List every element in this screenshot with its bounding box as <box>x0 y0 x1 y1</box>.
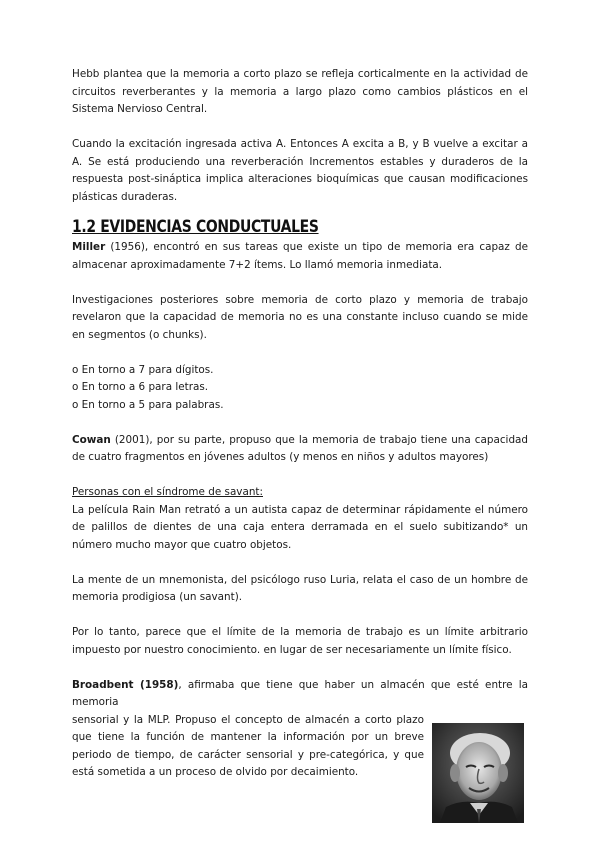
capacity-list <box>72 362 528 415</box>
document-page <box>72 66 528 782</box>
portrait-image <box>432 723 524 823</box>
broadbent-first-line <box>72 677 528 712</box>
broadbent-name: Broadbent (1958) <box>72 678 179 691</box>
broadbent-portrait <box>432 723 524 823</box>
section-heading: 1.2 EVIDENCIAS CONDUCTUALES <box>72 217 319 237</box>
broadbent-rest: sensorial y la MLP. Propuso el concepto de almacén a corto plazo que tiene la función de mantener la información por un breve periodo de tiempo, de carácter sensorial y pre-categórica, y que está sometida a un proceso de olvido por decaimiento. <box>72 713 424 778</box>
list-item: o En torno a 7 para dígitos. <box>72 363 214 376</box>
miller-text: (1956), encontró en sus tareas que existe un tipo de memoria era capaz de almacenar aproximadamente 7+2 ítems. Lo llamó memoria inmediata. <box>72 241 528 271</box>
conclusion-paragraph: Por lo tanto, parece que el límite de la memoria de trabajo es un límite arbitrario impuesto por nuestro conocimiento. en lugar de ser necesariamente un límite físico. <box>72 626 528 656</box>
miller-paragraph <box>72 239 528 274</box>
savant-paragraph: La película Rain Man retrató a un autista capaz de determinar rápidamente el número de palillos de dientes de una caja entera derramada en el suelo subitizando* un número mucho mayor que cuatro objetos. <box>72 503 528 551</box>
cowan-text: (2001), por su parte, propuso que la memoria de trabajo tiene una capacidad de cuatro fragmentos en jóvenes adultos (y menos en niños y adultos mayores) <box>72 433 528 463</box>
investigaciones-paragraph: Investigaciones posteriores sobre memoria de corto plazo y memoria de trabajo revelaron que la capacidad de memoria no es una constante incluso cuando se mide en segmentos (o chunks). <box>72 293 528 341</box>
list-item: o En torno a 5 para palabras. <box>72 398 224 411</box>
cowan-name: Cowan <box>72 433 111 446</box>
cowan-paragraph <box>72 432 528 467</box>
hebb-paragraph: Hebb plantea que la memoria a corto plazo se refleja corticalmente en la actividad de circuitos reverberantes y la memoria a largo plazo como cambios plásticos en el Sistema Nervioso Central. <box>72 68 528 115</box>
excitation-paragraph: Cuando la excitación ingresada activa A. Entonces A excita a B, y B vuelve a excitar a A. Se está produciendo una reverberación Incrementos estables y duraderos de la respuesta post-sináptica implica alteraciones bioquímicas que causan modificaciones plásticas duraderas. <box>72 138 528 203</box>
luria-paragraph: La mente de un mnemonista, del psicólogo ruso Luria, relata el caso de un hombre de memoria prodigiosa (un savant). <box>72 573 528 603</box>
savant-title: Personas con el síndrome de savant: <box>72 486 263 498</box>
broadbent-line1: , afirmaba que tiene que haber un almacén que esté entre la memoria <box>72 678 528 708</box>
miller-name: Miller <box>72 241 106 253</box>
list-item: o En torno a 6 para letras. <box>72 381 209 393</box>
